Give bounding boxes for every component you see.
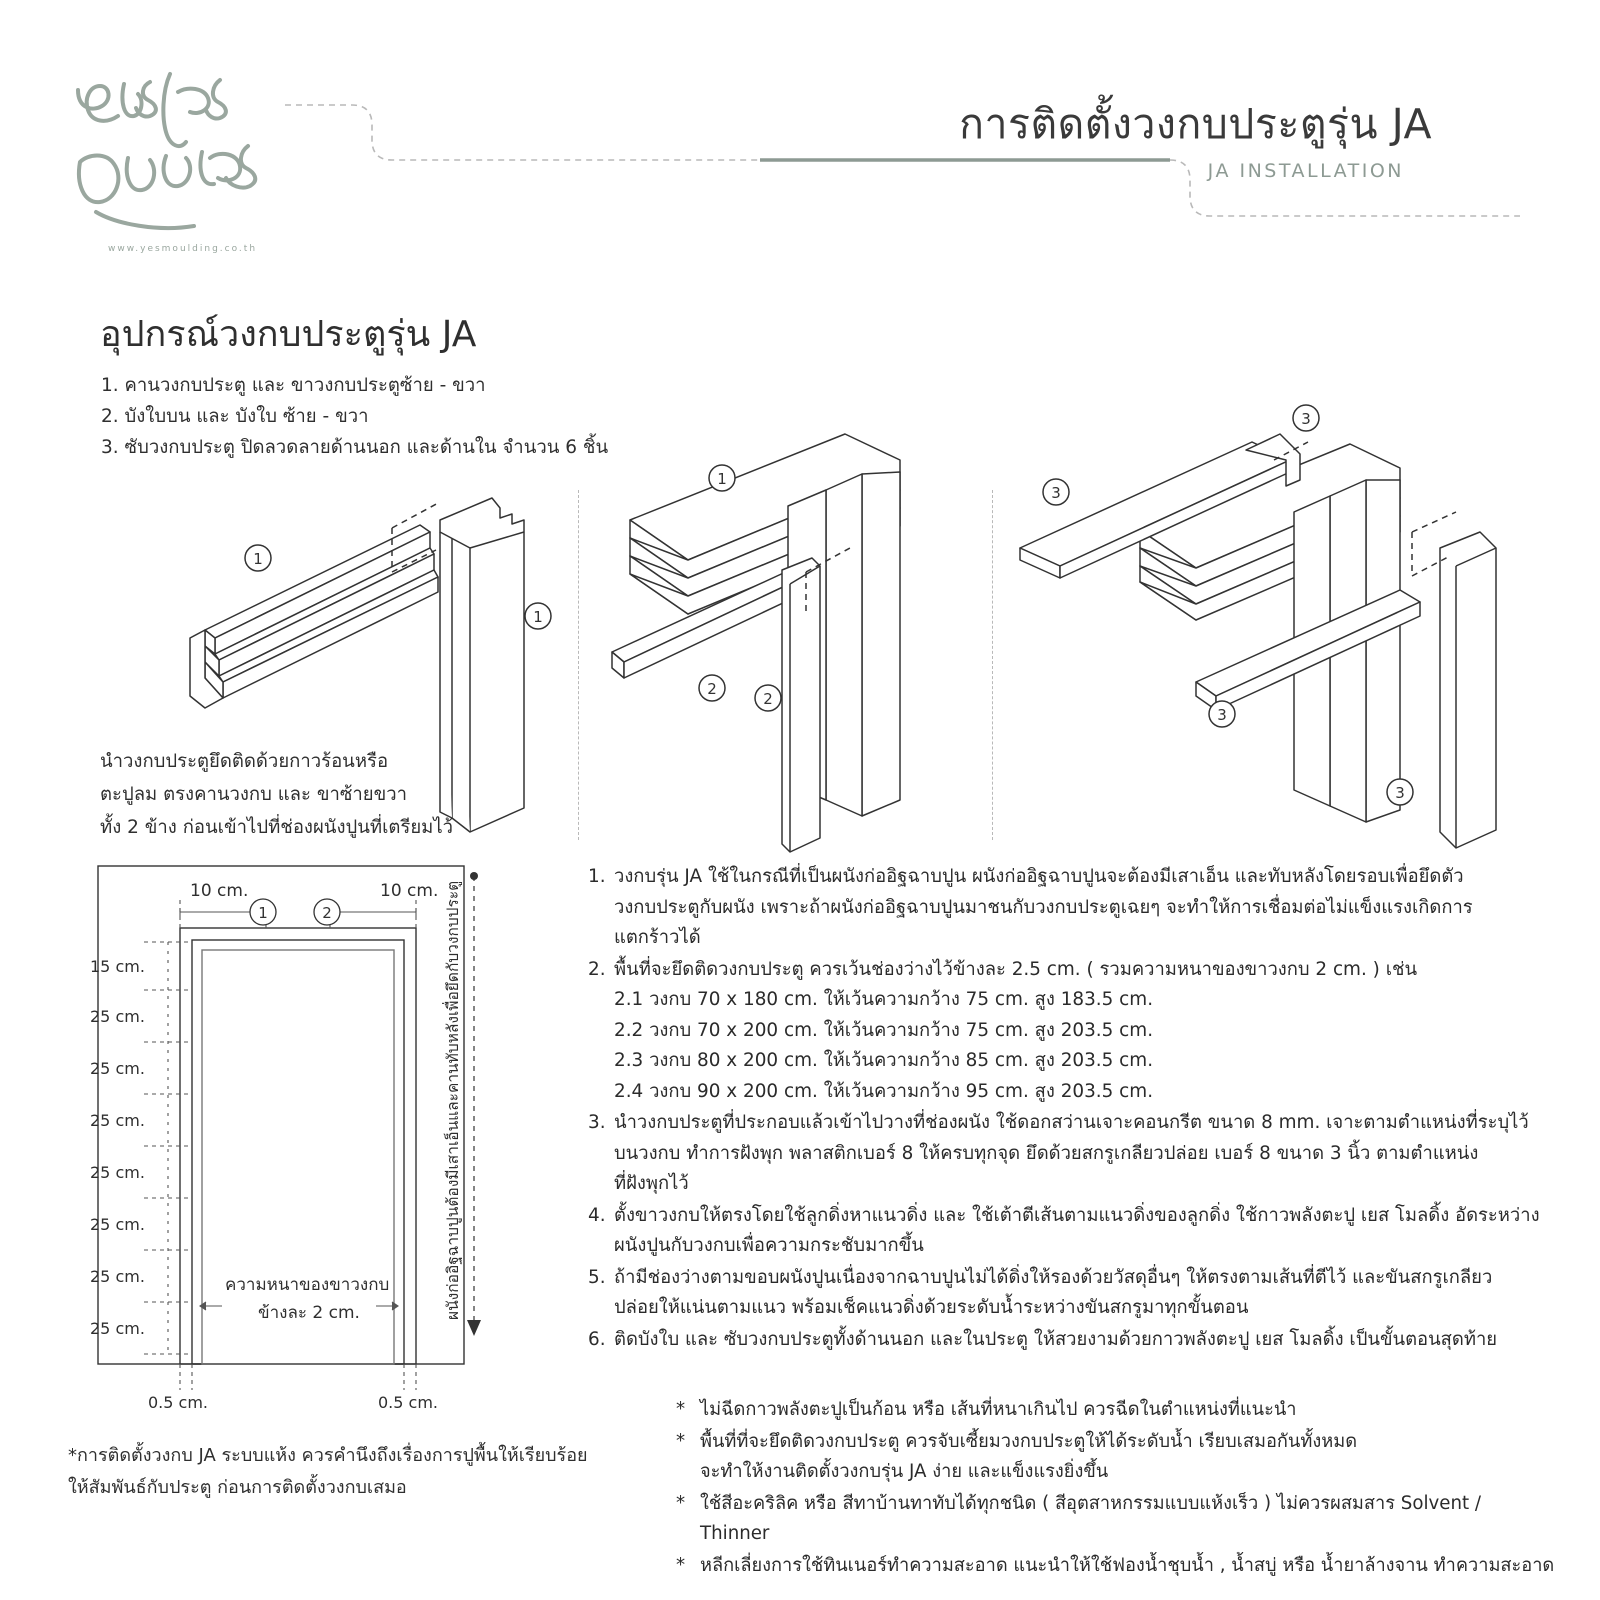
note-star: *: [676, 1492, 686, 1514]
diagram-badge: 3: [1217, 706, 1227, 724]
step-item: [588, 1108, 1548, 1200]
note-item: [676, 1427, 1556, 1488]
note-text: [700, 1427, 1556, 1488]
step-line: ติดบังใบ และ ซับวงกบประตูทั้งด้านนอก และในประตู ให้สวยงามด้วยกาวพลังตะปู เยส โมลดิ้ง เป็นขั้นตอนสุดท้าย: [614, 1328, 1498, 1350]
dim-left: 15 cm.: [90, 957, 145, 976]
diagram-badge: 1: [253, 550, 263, 568]
note-text: [700, 1395, 1556, 1426]
step-number: 4.: [588, 1204, 606, 1226]
step-line: วงกบรุ่น JA ใช้ในกรณีที่เป็นผนังก่ออิฐฉาบปูน ผนังก่ออิฐฉาบปูนจะต้องมีเสาเอ็น และทับหลังโดยรอบเพื่อยึดตัว: [614, 866, 1464, 887]
vertical-note: ผนังก่ออิฐฉาบปูนต้องมีเสาเอ็นและคานทับหลังเพื่อยึดกับวงกบประตู: [444, 880, 462, 1320]
measurement-drawing: [80, 850, 580, 1410]
step-line: แตกร้าวได้: [614, 927, 701, 948]
step-text: [614, 1108, 1548, 1200]
dim-left: 25 cm.: [90, 1267, 145, 1286]
footnote-line: ให้สัมพันธ์กับประตู ก่อนการติดตั้งวงกบเสมอ: [68, 1477, 407, 1498]
step-line: วงกบประตูกับผนัง เพราะถ้าผนังก่ออิฐฉาบปูนมาชนกับวงกบประตูเฉยๆ จะทำให้การเชื่อมต่อไม่แข็งแรงเกิดการ: [614, 896, 1473, 918]
diagram-badge: 3: [1051, 484, 1061, 502]
step-line: ตั้งขาวงกบให้ตรงโดยใช้ลูกดิ่งหาแนวดิ่ง และ ใช้เต้าตีเส้นตามแนวดิ่งของลูกดิ่ง ใช้กาวพลังตะปู เยส โมลดิ้ง อัดระหว่าง: [614, 1204, 1540, 1226]
step-subline: 2.2 วงกบ 70 x 200 cm. ให้เว้นความกว้าง 75 cm. สูง 203.5 cm.: [614, 1019, 1154, 1041]
diagram-divider: [992, 490, 994, 840]
step-subline: 2.1 วงกบ 70 x 180 cm. ให้เว้นความกว้าง 75 cm. สูง 183.5 cm.: [614, 989, 1154, 1010]
brand-logo: [62, 46, 292, 266]
note-item: [676, 1551, 1556, 1582]
inner-note-line2: ข้างละ 2 cm.: [258, 1303, 360, 1323]
note-star: *: [676, 1554, 686, 1576]
step-line: ผนังปูนกับวงกบเพื่อความกระชับมากขึ้น: [614, 1235, 924, 1256]
dim-left: 25 cm.: [90, 1215, 145, 1234]
logo-url: www.yesmoulding.co.th: [108, 244, 258, 254]
step-text: [614, 862, 1548, 954]
step-line: ปล่อยให้แน่นตามแนว พร้อมเช็คแนวดิ่งด้วยระดับน้ำระหว่างขันสกรูมาทุกขั้นตอน: [614, 1297, 1249, 1318]
note-item: [676, 1395, 1556, 1426]
step-number: 6.: [588, 1328, 606, 1350]
page-subtitle: JA INSTALLATION: [1207, 160, 1404, 182]
parts-list-item: 2. บังใบบน และ บังใบ ซ้าย - ขวา: [101, 406, 369, 427]
step-number: 3.: [588, 1112, 606, 1133]
note-line: ใช้สีอะคริลิค หรือ สีทาบ้านทาทับได้ทุกชนิด ( สีอุตสาหกรรมแบบแห้งเร็ว ) ไม่ควรผสมสาร Solvent / Thinner: [700, 1492, 1482, 1544]
note-text: [700, 1551, 1556, 1582]
note-item: [676, 1489, 1556, 1550]
parts-list-item: 1. คานวงกบประตู และ ขาวงกบประตูซ้าย - ขวา: [101, 375, 486, 396]
note-text: [700, 1489, 1556, 1550]
step-item: [588, 955, 1548, 1108]
left-caption-line: ทั้ง 2 ข้าง ก่อนเข้าไปที่ช่องผนังปูนที่เตรียมไว้: [100, 817, 454, 838]
measure-badge-1: 1: [258, 904, 268, 922]
diagram-divider: [578, 490, 580, 840]
dim-left: 25 cm.: [90, 1319, 145, 1338]
step-line: ที่ฝังพุกไว้: [614, 1173, 689, 1194]
step-item: [588, 1201, 1548, 1262]
footnote: [68, 1440, 628, 1504]
diagram-badge: 1: [717, 470, 727, 488]
dim-left: 25 cm.: [90, 1111, 145, 1130]
diagram-badge: 3: [1301, 410, 1311, 428]
step-text: [614, 1325, 1548, 1356]
note-line: หลีกเลี่ยงการใช้ทินเนอร์ทำความสะอาด แนะนำให้ใช้ฟองน้ำชุบน้ำ , น้ำสบู่ หรือ น้ำยาล้างจาน ทำความสะอาด: [700, 1554, 1555, 1576]
diagram-panel-3: [1020, 405, 1496, 848]
parts-list-item: 3. ซับวงกบประตู ปิดลวดลายด้านนอก และด้านใน จำนวน 6 ชิ้น: [101, 437, 609, 458]
dim-bottom-left: 0.5 cm.: [148, 1393, 208, 1412]
dim-bottom-right: 0.5 cm.: [378, 1393, 438, 1412]
step-text: [614, 1263, 1548, 1324]
notes-list: [676, 1395, 1556, 1582]
step-number: 5.: [588, 1266, 606, 1288]
page-title: การติดตั้งวงกบประตูรุ่น JA: [959, 100, 1432, 148]
dim-left: 25 cm.: [90, 1059, 145, 1078]
step-subline: 2.4 วงกบ 90 x 200 cm. ให้เว้นความกว้าง 95 cm. สูง 203.5 cm.: [614, 1080, 1154, 1102]
inner-note-line1: ความหนาของขาวงกบ: [225, 1275, 390, 1295]
step-text: [614, 1201, 1548, 1262]
step-subline: 2.3 วงกบ 80 x 200 cm. ให้เว้นความกว้าง 85 cm. สูง 203.5 cm.: [614, 1050, 1154, 1071]
step-line: ถ้ามีช่องว่างตามขอบผนังปูนเนื่องจากฉาบปูนไม่ได้ดิ่งให้รองด้วยวัสดุอื่นๆ ให้ตรงตามเส้นที่ตีไว้ และขันสกรูเกลียว: [614, 1266, 1493, 1288]
dim-top-left: 10 cm.: [190, 881, 249, 901]
step-item: [588, 1325, 1548, 1356]
step-text: [614, 955, 1548, 1108]
step-line: พื้นที่จะยึดติดวงกบประตู ควรเว้นช่องว่างไว้ข้างละ 2.5 cm. ( รวมความหนาของขาวงกบ 2 cm. ) เช่น: [614, 958, 1418, 980]
step-line: บนวงกบ ทำการฝังพุก พลาสติกเบอร์ 8 ให้ครบทุกจุด ยึดด้วยสกรูเกลียวปล่อย เบอร์ 8 ขนาด 3 นิ้ว ตามตำแหน่ง: [614, 1142, 1479, 1164]
note-line: พื้นที่ที่จะยึดติดวงกบประตู ควรจับเซี้ยมวงกบประตูให้ได้ระดับน้ำ เรียบเสมอกันทั้งหมด: [700, 1430, 1358, 1452]
step-line: นำวงกบประตูที่ประกอบแล้วเข้าไปวางที่ช่องผนัง ใช้ดอกสว่านเจาะคอนกรีต ขนาด 8 mm. เจาะตามตำแหน่งที่ระบุไว้: [614, 1112, 1529, 1133]
step-item: [588, 1263, 1548, 1324]
step-number: 2.: [588, 958, 606, 980]
diagram-badge: 2: [707, 680, 717, 698]
step-item: [588, 862, 1548, 954]
dim-left: 25 cm.: [90, 1007, 145, 1026]
diagram-badge: 3: [1395, 784, 1405, 802]
footnote-line: *การติดตั้งวงกบ JA ระบบแห้ง ควรคำนึงถึงเรื่องการปูพื้นให้เรียบร้อย: [68, 1445, 588, 1466]
note-line: จะทำให้งานติดตั้งวงกบรุ่น JA ง่าย และแข็งแรงยิ่งขึ้น: [700, 1461, 1109, 1482]
note-star: *: [676, 1399, 686, 1420]
left-caption: [100, 745, 570, 844]
instruction-steps: [588, 862, 1548, 1356]
left-caption-line: นำวงกบประตูยึดติดด้วยกาวร้อนหรือ: [100, 751, 389, 772]
step-number: 1.: [588, 866, 606, 887]
diagram-badge: 1: [533, 608, 543, 626]
note-star: *: [676, 1430, 686, 1452]
measure-badge-2: 2: [322, 904, 332, 922]
diagram-badge: 2: [763, 690, 773, 708]
dim-top-right: 10 cm.: [380, 881, 439, 901]
dim-left: 25 cm.: [90, 1163, 145, 1182]
section-title: อุปกรณ์วงกบประตูรุ่น JA: [100, 314, 477, 355]
note-line: ไม่ฉีดกาวพลังตะปูเป็นก้อน หรือ เส้นที่หนาเกินไป ควรฉีดในตำแหน่งที่แนะนำ: [700, 1399, 1297, 1420]
diagram-panel-2: [612, 434, 900, 852]
left-caption-line: ตะปูลม ตรงคานวงกบ และ ขาซ้ายขวา: [100, 784, 408, 805]
